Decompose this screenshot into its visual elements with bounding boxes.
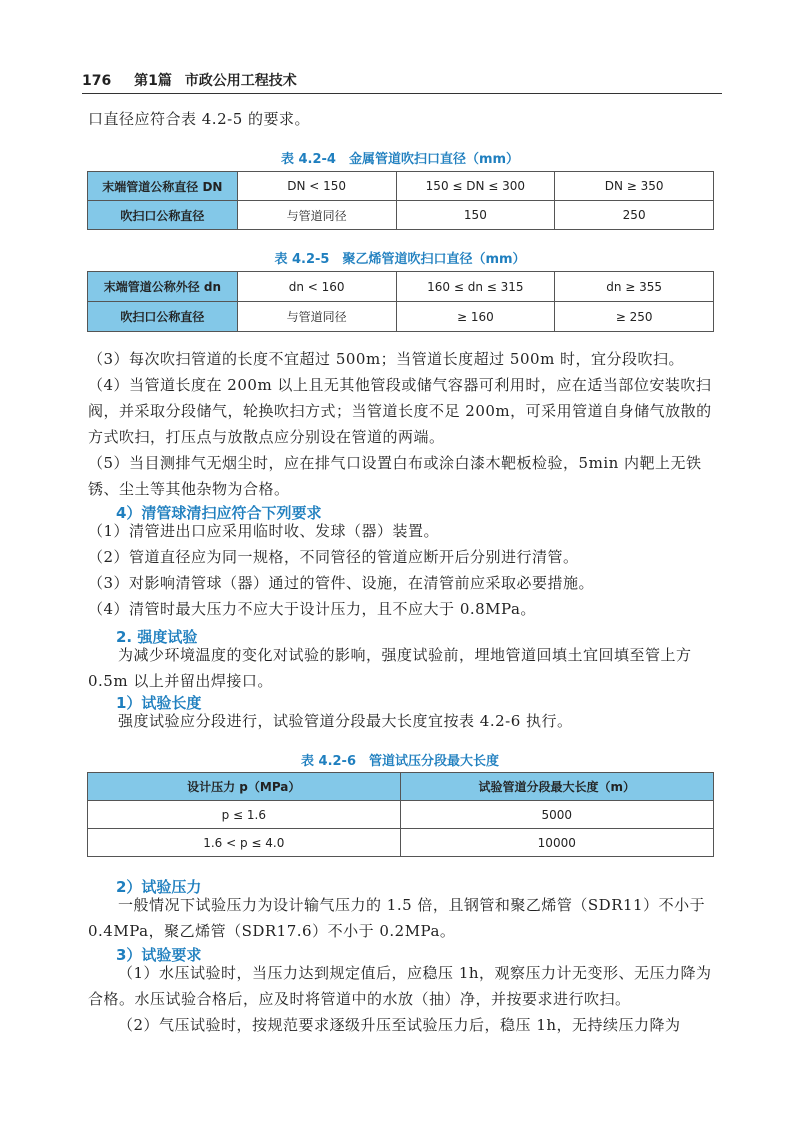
table-cell: ≥ 160	[396, 302, 555, 332]
table-cell: 10000	[400, 829, 713, 857]
table-426-col2-head: 试验管道分段最大长度（m）	[400, 773, 713, 801]
table-424-caption: 表 4.2-4 金属管道吹扫口直径（mm）	[280, 152, 520, 167]
table-cell: DN < 150	[237, 172, 396, 201]
table-cell: ≥ 250	[555, 302, 714, 332]
table-cell: p ≤ 1.6	[88, 801, 401, 829]
table-cell: 150 ≤ DN ≤ 300	[396, 172, 555, 201]
heading-strength-test: 2. 强度试验	[116, 628, 198, 646]
table-cell: 5000	[400, 801, 713, 829]
chapter-title: 市政公用工程技术	[184, 73, 297, 89]
pig-item: （2）管道直径应为同一规格，不同管径的管道应断开后分别进行清管。	[88, 548, 579, 566]
paragraph-3: （3）每次吹扫管道的长度不宜超过 500m；当管道长度超过 500m 时，宜分段吹扫。	[88, 350, 685, 368]
requirement-1: （1）水压试验时，当压力达到规定值后，应稳压 1h，观察压力计无变形、无压力降为合格。水压试验合格后，应及时将管道中的水放（抽）净，并按要求进行吹扫。	[88, 964, 712, 1008]
table-cell: dn ≥ 355	[555, 272, 714, 302]
page-number: 176	[82, 73, 112, 89]
running-header	[82, 70, 722, 90]
table-cell: 150	[396, 201, 555, 230]
table-425-caption: 表 4.2-5 聚乙烯管道吹扫口直径（mm）	[274, 252, 526, 267]
table-425	[87, 271, 714, 332]
heading-test-pressure: 2）试验压力	[116, 878, 202, 896]
table-424-row1-head: 末端管道公称直径 DN	[88, 172, 238, 201]
table-cell: 1.6 < p ≤ 4.0	[88, 829, 401, 857]
table-425-row1-head: 末端管道公称外径 dn	[88, 272, 238, 302]
strength-paragraph: 为减少环境温度的变化对试验的影响，强度试验前，埋地管道回填土宜回填至管上方 0.5m 以上并留出焊接口。	[88, 646, 692, 690]
length-paragraph: 强度试验应分段进行，试验管道分段最大长度宜按表 4.2-6 执行。	[118, 712, 573, 730]
table-cell: DN ≥ 350	[555, 172, 714, 201]
pig-item: （3）对影响清管球（器）通过的管件、设施，在清管前应采取必要措施。	[88, 574, 595, 592]
header-rule	[82, 93, 722, 94]
heading-pig-cleaning: 4）清管球清扫应符合下列要求	[116, 504, 322, 522]
table-426-caption: 表 4.2-6 管道试压分段最大长度	[301, 754, 499, 769]
pressure-paragraph: 一般情况下试验压力为设计输气压力的 1.5 倍，且钢管和聚乙烯管（SDR11）不小于 0.4MPa，聚乙烯管（SDR17.6）不小于 0.2MPa。	[88, 896, 706, 940]
table-426-col1-head: 设计压力 p（MPa）	[88, 773, 401, 801]
table-424	[87, 171, 714, 230]
part-label: 第1篇	[134, 73, 172, 89]
table-cell: 250	[555, 201, 714, 230]
pig-item: （4）清管时最大压力不应大于设计压力，且不应大于 0.8MPa。	[88, 600, 536, 618]
paragraph-5: （5）当目测排气无烟尘时，应在排气口设置白布或涂白漆木靶板检验，5min 内靶上无铁锈、尘土等其他杂物为合格。	[88, 454, 702, 498]
table-cell: 与管道同径	[237, 201, 396, 230]
table-cell: 160 ≤ dn ≤ 315	[396, 272, 555, 302]
requirement-2: （2）气压试验时，按规范要求逐级升压至试验压力后，稳压 1h，无持续压力降为	[118, 1016, 681, 1034]
table-cell: dn < 160	[237, 272, 396, 302]
intro-line: 口直径应符合表 4.2-5 的要求。	[88, 110, 311, 128]
table-426	[87, 772, 714, 857]
table-425-row2-head: 吹扫口公称直径	[88, 302, 238, 332]
heading-test-requirements: 3）试验要求	[116, 946, 202, 964]
table-cell: 与管道同径	[237, 302, 396, 332]
paragraph-4: （4）当管道长度在 200m 以上且无其他管段或储气容器可利用时，应在适当部位安装吹扫阀，并采取分段储气，轮换吹扫方式；当管道长度不足 200m，可采用管道自身储气放散的方式吹扫，打压点与放散点应分别设在管道的两端。	[88, 376, 712, 446]
pig-item: （1）清管进出口应采用临时收、发球（器）装置。	[88, 522, 440, 540]
heading-test-length: 1）试验长度	[116, 694, 202, 712]
table-424-row2-head: 吹扫口公称直径	[88, 201, 238, 230]
